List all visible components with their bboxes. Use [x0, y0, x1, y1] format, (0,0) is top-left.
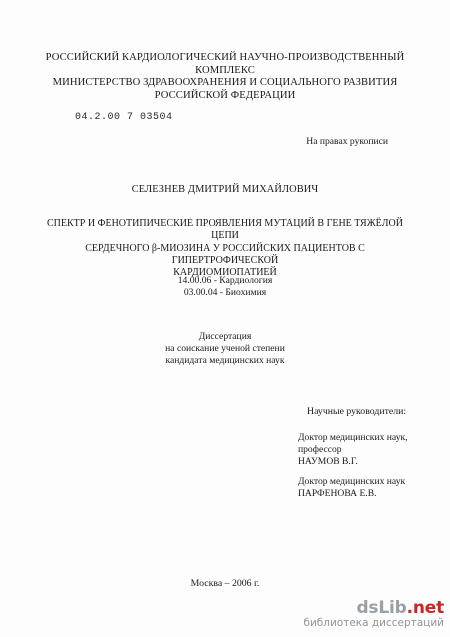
- work-type: [0, 331, 450, 366]
- watermark-brand-tld: .net: [406, 598, 444, 618]
- advisor-second-degree: Доктор медицинских наук: [298, 476, 406, 487]
- org-line-4: РОССИЙСКОЙ ФЕДЕРАЦИИ: [154, 89, 296, 101]
- watermark-brand: [303, 599, 444, 617]
- work-type-line-2: на соискание ученой степени: [165, 342, 285, 354]
- advisor-second-name: ПАРФЕНОВА Е.В.: [298, 487, 377, 499]
- manuscript-rights-label: На правах рукописи: [306, 136, 388, 147]
- dissertation-title: [40, 218, 410, 279]
- specialty-line-2: 03.00.04 - Биохимия: [183, 287, 267, 298]
- advisors-heading: Научные руководители:: [307, 406, 407, 417]
- title-line-2: СЕРДЕЧНОГО β-МИОЗИНА У РОССИЙСКИХ ПАЦИЕНТОВ С ГИПЕРТРОФИЧЕСКОЙ: [85, 242, 365, 266]
- organization-header: [0, 52, 450, 102]
- title-line-3: КАРДИОМИОПАТИЕЙ: [173, 267, 277, 279]
- inventory-stamp: 04.2.00 7 03504: [75, 112, 173, 123]
- advisor-first: [298, 432, 408, 467]
- advisor-first-name: НАУМОВ В.Г.: [298, 455, 358, 467]
- specialty-line-1: 14.00.06 - Кардиология: [177, 275, 273, 286]
- site-watermark: [303, 599, 444, 629]
- title-line-1: СПЕКТР И ФЕНОТИПИЧЕСКИЕ ПРОЯВЛЕНИЯ МУТАЦИЙ В ГЕНЕ ТЯЖЁЛОЙ ЦЕПИ: [47, 218, 403, 242]
- org-line-2: КОМПЛЕКС: [195, 64, 255, 76]
- org-line-3: МИНИСТЕРСТВО ЗДРАВООХРАНЕНИЯ И СОЦИАЛЬНОГО РАЗВИТИЯ: [52, 77, 398, 88]
- specialty-codes: [0, 275, 450, 299]
- work-type-line-1: Диссертация: [198, 331, 252, 342]
- city-year-footer: Москва – 2006 г.: [190, 578, 260, 589]
- org-line-1: РОССИЙСКИЙ КАРДИОЛОГИЧЕСКИЙ НАУЧНО-ПРОИЗВОДСТВЕННЫЙ: [45, 52, 405, 63]
- watermark-brand-main: dsLib: [356, 598, 407, 618]
- watermark-subtitle: библиотека диссертаций: [303, 617, 444, 629]
- advisor-second: [298, 476, 405, 500]
- author-name: СЕЛЕЗНЕВ ДМИТРИЙ МИХАЙЛОВИЧ: [131, 184, 319, 195]
- work-type-line-3: кандидата медицинских наук: [165, 354, 285, 366]
- advisor-first-title: профессор: [298, 443, 342, 455]
- advisor-first-degree: Доктор медицинских наук,: [298, 432, 408, 443]
